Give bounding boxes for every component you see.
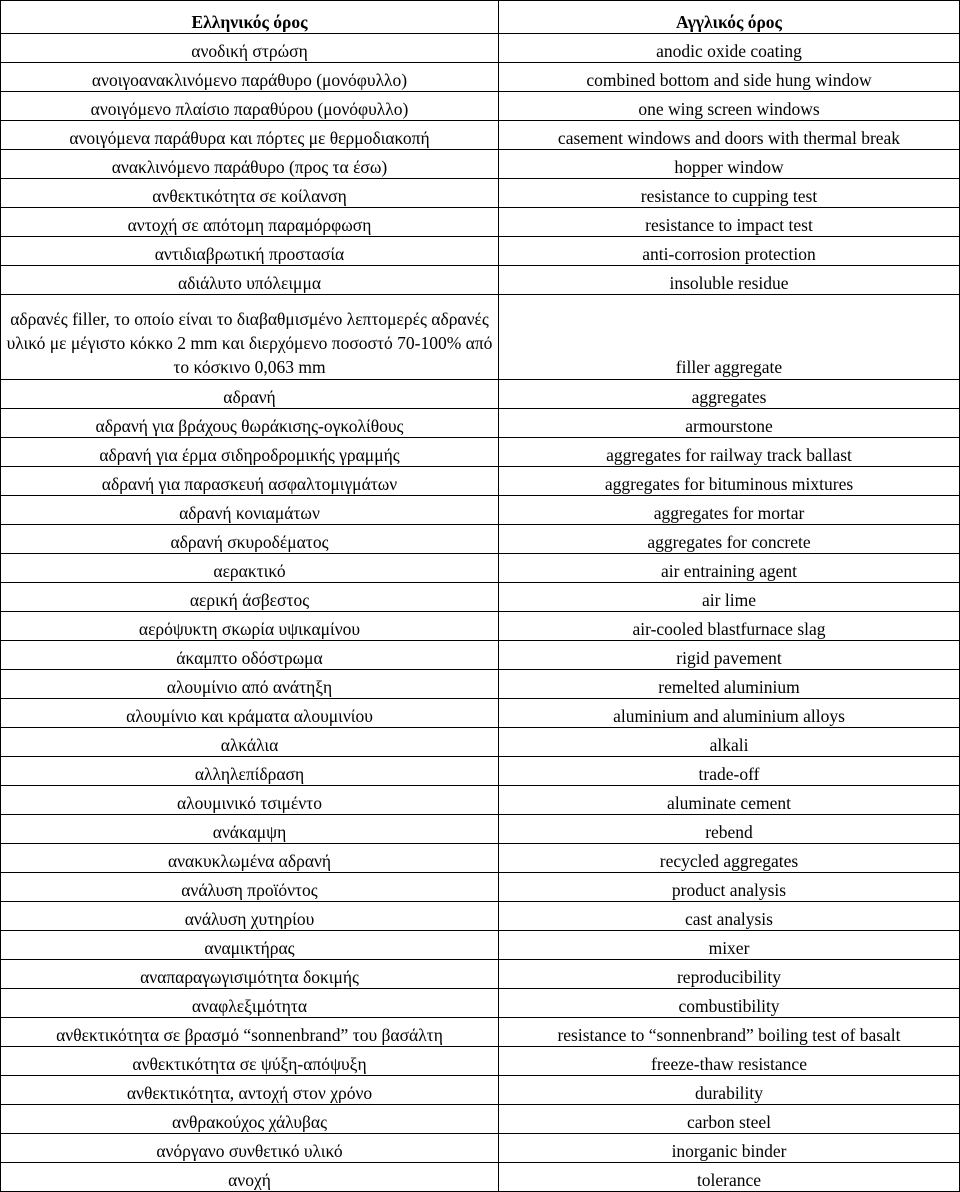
table-row xyxy=(1,699,960,728)
english-term: remelted aluminium xyxy=(499,670,960,699)
english-term: aluminium and aluminium alloys xyxy=(499,699,960,728)
greek-term: ανοιγόμενο πλαίσιο παραθύρου (μονόφυλλο) xyxy=(1,92,499,121)
greek-term: αδρανές filler, το οποίο είναι το διαβαθμισμένο λεπτομερές αδρανές υλικό με μέγιστο κόκκο 2 mm και διερχόμενο ποσοστό 70-100% από το κόσκινο 0,063 mm xyxy=(1,295,499,380)
table-row xyxy=(1,1047,960,1076)
english-term: tolerance xyxy=(499,1163,960,1192)
english-term: carbon steel xyxy=(499,1105,960,1134)
greek-term: αδιάλυτο υπόλειμμα xyxy=(1,266,499,295)
greek-term: ανάλυση χυτηρίου xyxy=(1,902,499,931)
english-term: aluminate cement xyxy=(499,786,960,815)
english-term: aggregates for concrete xyxy=(499,525,960,554)
table-row xyxy=(1,670,960,699)
greek-term: αναμικτήρας xyxy=(1,931,499,960)
table-row xyxy=(1,1105,960,1134)
table-row xyxy=(1,902,960,931)
table-row xyxy=(1,525,960,554)
english-term: air lime xyxy=(499,583,960,612)
table-row xyxy=(1,989,960,1018)
greek-term: αδρανή για βράχους θωράκισης-ογκολίθους xyxy=(1,409,499,438)
table-row xyxy=(1,208,960,237)
table-row xyxy=(1,34,960,63)
english-term: aggregates xyxy=(499,380,960,409)
table-row xyxy=(1,179,960,208)
greek-term: ανοιγόμενα παράθυρα και πόρτες με θερμοδιακοπή xyxy=(1,121,499,150)
english-term: resistance to cupping test xyxy=(499,179,960,208)
greek-term: ανθεκτικότητα σε ψύξη-απόψυξη xyxy=(1,1047,499,1076)
english-term: aggregates for railway track ballast xyxy=(499,438,960,467)
english-term: air-cooled blastfurnace slag xyxy=(499,612,960,641)
table-row xyxy=(1,467,960,496)
table-row xyxy=(1,844,960,873)
greek-term: αερόψυκτη σκωρία υψικαμίνου xyxy=(1,612,499,641)
english-term: combined bottom and side hung window xyxy=(499,63,960,92)
english-term: combustibility xyxy=(499,989,960,1018)
greek-term: αλκάλια xyxy=(1,728,499,757)
greek-term: αναπαραγωγισιμότητα δοκιμής xyxy=(1,960,499,989)
greek-term: αντοχή σε απότομη παραμόρφωση xyxy=(1,208,499,237)
table-row xyxy=(1,1134,960,1163)
english-term: aggregates for bituminous mixtures xyxy=(499,467,960,496)
table-row xyxy=(1,1163,960,1192)
greek-term: ανόργανο συνθετικό υλικό xyxy=(1,1134,499,1163)
table-row xyxy=(1,92,960,121)
greek-term: αδρανή κονιαμάτων xyxy=(1,496,499,525)
table-row xyxy=(1,380,960,409)
table-row xyxy=(1,960,960,989)
english-term: anodic oxide coating xyxy=(499,34,960,63)
table-row xyxy=(1,1076,960,1105)
table-row xyxy=(1,121,960,150)
english-term: alkali xyxy=(499,728,960,757)
greek-term: αδρανή για παρασκευή ασφαλτομιγμάτων xyxy=(1,467,499,496)
table-row xyxy=(1,786,960,815)
greek-term: ανάλυση προϊόντος xyxy=(1,873,499,902)
english-term: one wing screen windows xyxy=(499,92,960,121)
greek-term: αερακτικό xyxy=(1,554,499,583)
english-term: insoluble residue xyxy=(499,266,960,295)
english-term: rigid pavement xyxy=(499,641,960,670)
english-term: casement windows and doors with thermal break xyxy=(499,121,960,150)
english-term: air entraining agent xyxy=(499,554,960,583)
greek-term: ανθεκτικότητα σε κοίλανση xyxy=(1,179,499,208)
greek-term: ανοχή xyxy=(1,1163,499,1192)
english-term: durability xyxy=(499,1076,960,1105)
table-row xyxy=(1,237,960,266)
greek-term: αλληλεπίδραση xyxy=(1,757,499,786)
table-row xyxy=(1,583,960,612)
english-term: filler aggregate xyxy=(499,295,960,380)
greek-term: ανθρακούχος χάλυβας xyxy=(1,1105,499,1134)
english-term-header: Αγγλικός όρος xyxy=(499,1,960,34)
table-row xyxy=(1,266,960,295)
english-term: rebend xyxy=(499,815,960,844)
table-row xyxy=(1,873,960,902)
english-term: resistance to impact test xyxy=(499,208,960,237)
greek-term: άκαμπτο οδόστρωμα xyxy=(1,641,499,670)
greek-term: αλουμίνιο από ανάτηξη xyxy=(1,670,499,699)
table-row xyxy=(1,150,960,179)
table-row xyxy=(1,554,960,583)
table-row xyxy=(1,409,960,438)
english-term: mixer xyxy=(499,931,960,960)
greek-term: αλουμινικό τσιμέντο xyxy=(1,786,499,815)
greek-term: αλουμίνιο και κράματα αλουμινίου xyxy=(1,699,499,728)
greek-term: ανοιγοανακλινόμενο παράθυρο (μονόφυλλο) xyxy=(1,63,499,92)
greek-term: αντιδιαβρωτική προστασία xyxy=(1,237,499,266)
english-term: aggregates for mortar xyxy=(499,496,960,525)
english-term: hopper window xyxy=(499,150,960,179)
table-row xyxy=(1,757,960,786)
table-row xyxy=(1,438,960,467)
table-row xyxy=(1,63,960,92)
greek-term: ανθεκτικότητα, αντοχή στον χρόνο xyxy=(1,1076,499,1105)
english-term: product analysis xyxy=(499,873,960,902)
english-term: anti-corrosion protection xyxy=(499,237,960,266)
english-term: inorganic binder xyxy=(499,1134,960,1163)
greek-term: ανθεκτικότητα σε βρασμό “sonnenbrand” του βασάλτη xyxy=(1,1018,499,1047)
greek-term-header: Ελληνικός όρος xyxy=(1,1,499,34)
table-row xyxy=(1,641,960,670)
table-row xyxy=(1,295,960,380)
table-row xyxy=(1,931,960,960)
table-row xyxy=(1,728,960,757)
english-term: reproducibility xyxy=(499,960,960,989)
table-row xyxy=(1,1018,960,1047)
english-term: recycled aggregates xyxy=(499,844,960,873)
english-term: resistance to “sonnenbrand” boiling test of basalt xyxy=(499,1018,960,1047)
greek-term: αερική άσβεστος xyxy=(1,583,499,612)
english-term: armourstone xyxy=(499,409,960,438)
english-term: cast analysis xyxy=(499,902,960,931)
greek-term: ανάκαμψη xyxy=(1,815,499,844)
greek-term: ανοδική στρώση xyxy=(1,34,499,63)
glossary-body xyxy=(1,34,960,1192)
greek-term: αδρανή για έρμα σιδηροδρομικής γραμμής xyxy=(1,438,499,467)
greek-term: ανακυκλωμένα αδρανή xyxy=(1,844,499,873)
english-term: freeze-thaw resistance xyxy=(499,1047,960,1076)
greek-term: αδρανή xyxy=(1,380,499,409)
greek-term: αναφλεξιμότητα xyxy=(1,989,499,1018)
english-term: trade-off xyxy=(499,757,960,786)
table-row xyxy=(1,496,960,525)
greek-term: ανακλινόμενο παράθυρο (προς τα έσω) xyxy=(1,150,499,179)
greek-term: αδρανή σκυροδέματος xyxy=(1,525,499,554)
header-row xyxy=(1,1,960,34)
table-row xyxy=(1,612,960,641)
table-row xyxy=(1,815,960,844)
